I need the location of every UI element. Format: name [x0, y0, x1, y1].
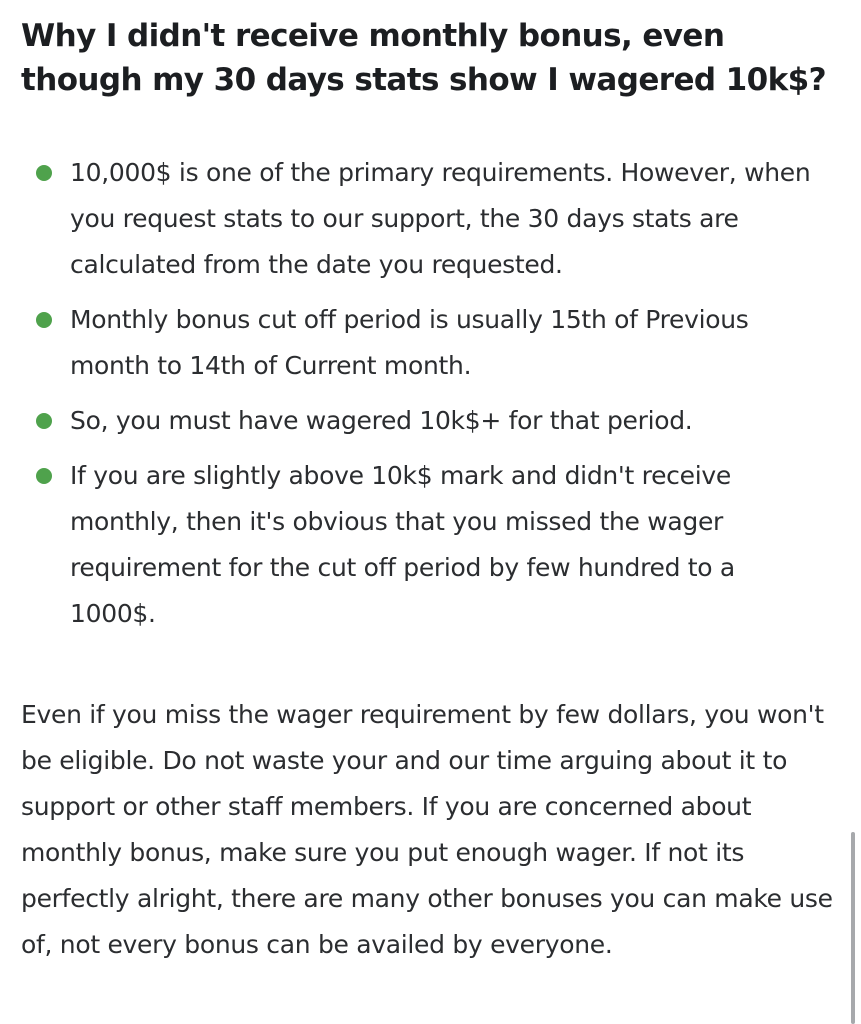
faq-question-title: Why I didn't receive monthly bonus, even though my 30 days stats show I wagered 10k$? — [21, 18, 826, 98]
list-item — [36, 398, 826, 444]
list-item — [36, 453, 826, 637]
bullet-dot-icon — [36, 312, 52, 328]
bullet-dot-icon — [36, 165, 52, 181]
list-item — [36, 297, 826, 389]
list-item-text: 10,000$ is one of the primary requirements. However, when you request stats to our support, the 30 days stats are calculated from the date you requested. — [70, 158, 811, 279]
answer-bullet-list — [36, 150, 826, 646]
closing-paragraph: Even if you miss the wager requirement by few dollars, you won't be eligible. Do not waste your and our time arguing about it to support or other staff members. If you are concerned about monthly bonus, make sure you put enough wager. If not its perfectly alright, there are many other bonuses you can make use of, not every bonus can be availed by everyone. — [21, 700, 833, 959]
list-item-text: Monthly bonus cut off period is usually 15th of Previous month to 14th of Current month. — [70, 305, 749, 380]
list-item — [36, 150, 826, 288]
bullet-dot-icon — [36, 413, 52, 429]
list-item-text: If you are slightly above 10k$ mark and didn't receive monthly, then it's obvious that you missed the wager requirement for the cut off period by few hundred to a 1000$. — [70, 461, 735, 628]
bullet-dot-icon — [36, 468, 52, 484]
vertical-scrollbar[interactable] — [851, 832, 855, 1024]
list-item-text: So, you must have wagered 10k$+ for that period. — [70, 406, 693, 435]
